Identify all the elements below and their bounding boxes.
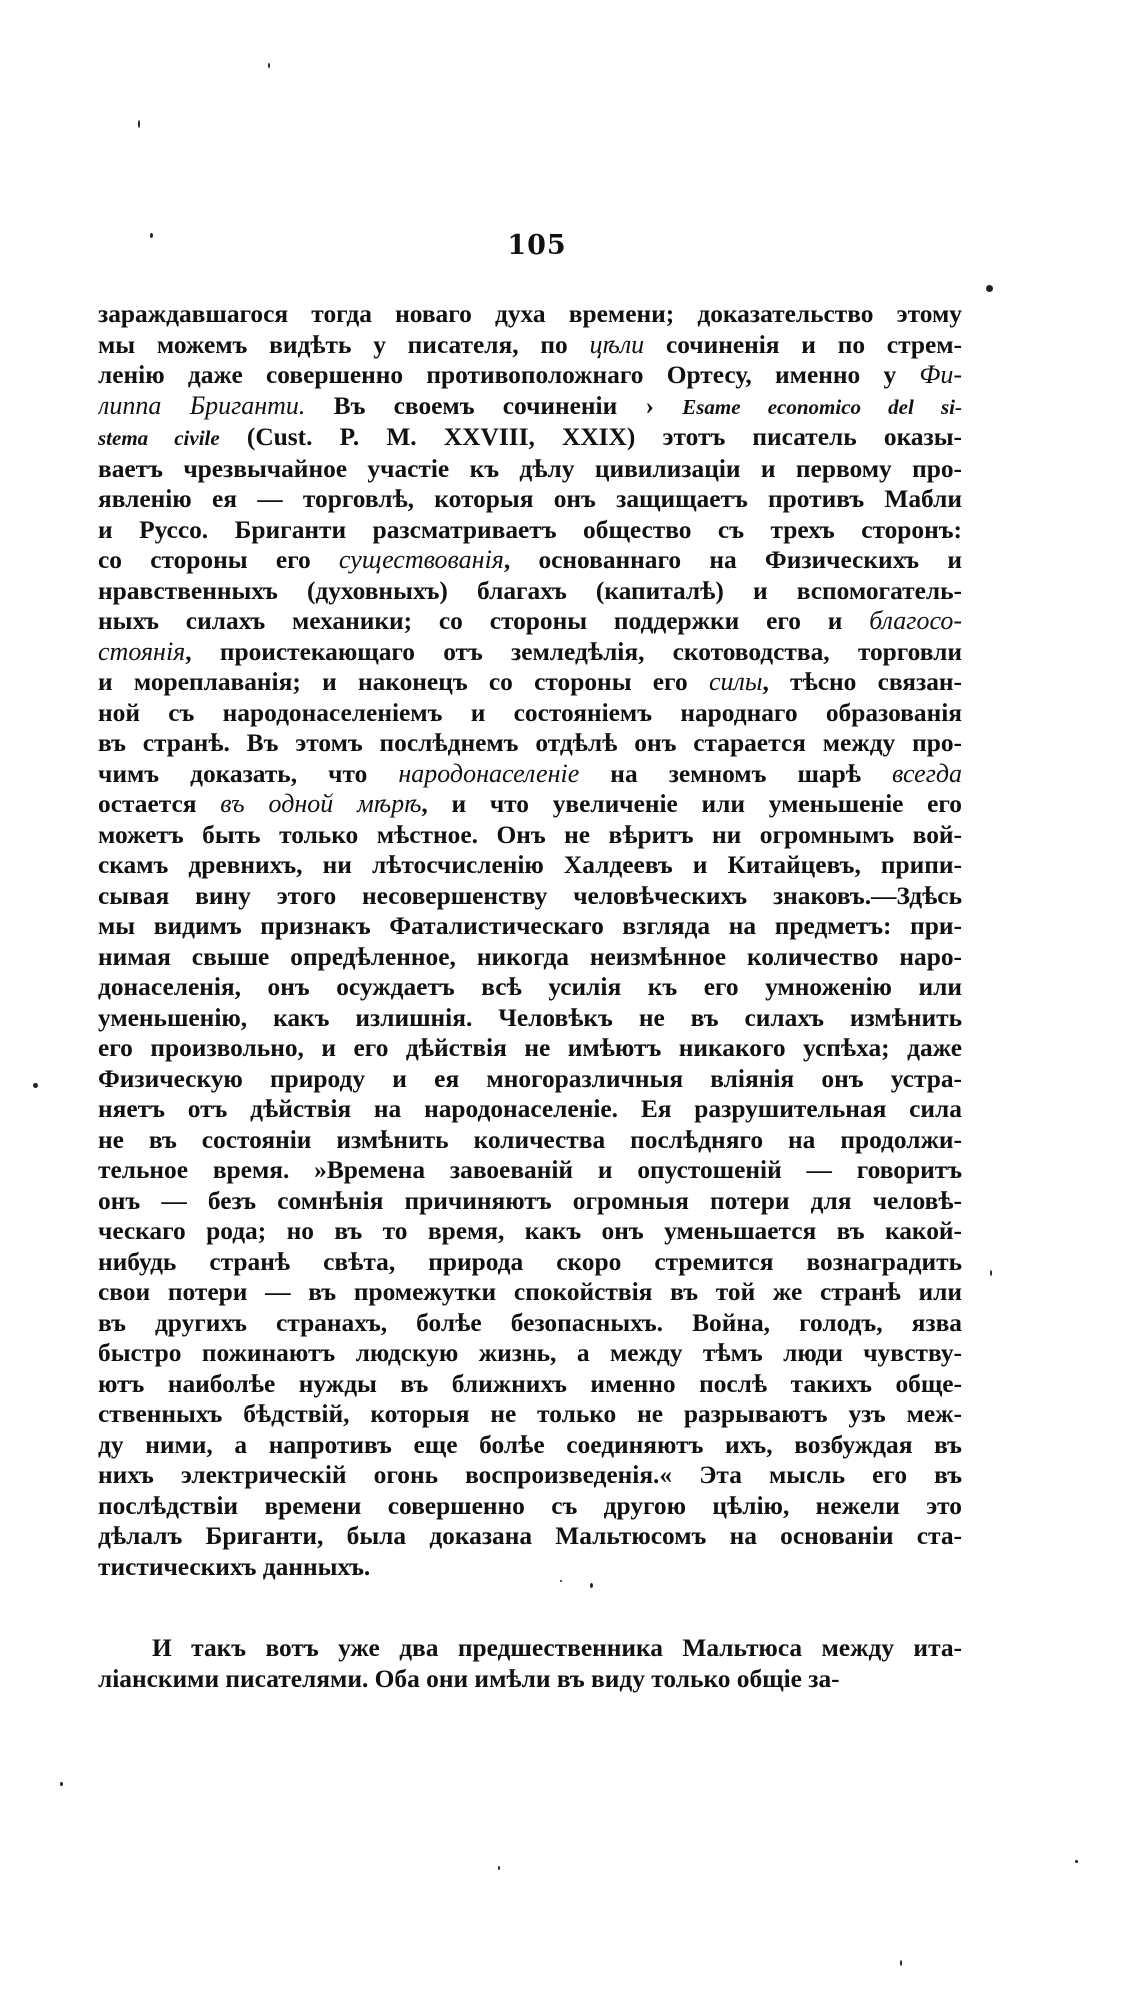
- text-segment: послѣдствіи времени совершенно съ другою цѣлію, нежели это: [98, 1491, 962, 1520]
- italic-text-segment: народонаселеніе: [398, 758, 580, 788]
- text-line: [98, 1094, 962, 1125]
- text-segment: въ другихъ странахъ, болѣе безопасныхъ. Война, голодъ, язва: [98, 1308, 962, 1337]
- text-line: [98, 1369, 962, 1400]
- text-segment: ліанскими писателями. Оба они имѣли въ виду только общіе за-: [98, 1664, 840, 1693]
- text-line: [98, 484, 962, 515]
- text-line: [98, 789, 962, 820]
- text-line: [98, 1664, 962, 1695]
- text-segment: (Cust. P. M. XXVIII, XXIX) этотъ писатель оказы-: [219, 423, 962, 451]
- text-line: [98, 820, 962, 851]
- text-segment: нибудь странѣ свѣта, природа скоро стремится вознаградить: [98, 1247, 962, 1276]
- text-segment: няетъ отъ дѣйствія на народонаселеніе. Ея разрушительная сила: [98, 1095, 962, 1123]
- text-line: [98, 911, 962, 942]
- text-segment: свои потери — въ промежутки спокойствія въ той же странѣ или: [98, 1278, 962, 1306]
- italic-latin-segment: stema civile: [98, 426, 220, 450]
- text-line: [98, 1155, 962, 1186]
- text-segment: ду ними, а напротивъ еще болѣе соединяютъ ихъ, возбуждая въ: [98, 1430, 962, 1459]
- text-line: [98, 515, 962, 546]
- text-segment: мы можемъ видѣть у писателя, по: [98, 330, 590, 359]
- scan-speck: [1075, 1860, 1078, 1863]
- scan-speck: [590, 1583, 593, 1588]
- text-line: [98, 1033, 962, 1064]
- text-line: [98, 850, 962, 881]
- italic-text-segment: существованія: [338, 545, 504, 574]
- text-segment: мы видимъ признакъ Фаталистическаго взгляда на предметъ: при-: [98, 912, 962, 940]
- text-line: [98, 637, 962, 668]
- text-line: [98, 330, 962, 361]
- text-segment: , и что увеличеніе или уменьшеніе его: [421, 790, 962, 818]
- text-line: [98, 576, 962, 607]
- text-segment: донаселенія, онъ осуждаетъ всѣ усилія къ его умноженію или: [98, 973, 962, 1001]
- scan-speck: [150, 233, 153, 238]
- text-segment: тистическихъ данныхъ.: [98, 1552, 371, 1581]
- text-line: [98, 881, 962, 912]
- text-line: [98, 1125, 962, 1156]
- scan-speck: [268, 63, 270, 68]
- text-line: [98, 972, 962, 1003]
- text-segment: нихъ электрическій огонь воспроизведенія.« Эта мысль его въ: [98, 1461, 962, 1489]
- text-line: [98, 1338, 962, 1369]
- scan-speck: [60, 1782, 63, 1786]
- italic-text-segment: стоянія: [98, 636, 186, 666]
- scan-speck: [990, 1270, 992, 1276]
- text-segment: ной съ народонаселеніемъ и состояніемъ народнаго образованія: [98, 698, 962, 727]
- text-segment: скамъ древнихъ, ни лѣтосчисленію Халдеевъ и Китайцевъ, припи-: [98, 851, 962, 879]
- italic-text-segment: Фи-: [919, 360, 962, 389]
- text-line: [98, 728, 962, 759]
- text-line: [98, 1430, 962, 1461]
- text-segment: нравственныхъ (духовныхъ) благахъ (капиталѣ) и вспомогатель-: [98, 576, 962, 605]
- text-line: [98, 759, 962, 790]
- text-line: [98, 1277, 962, 1308]
- text-segment: ственныхъ бѣдствій, которыя не только не разрываютъ узъ меж-: [98, 1400, 962, 1428]
- text-line: [98, 1308, 962, 1339]
- text-segment: сочиненія и по стрем-: [644, 330, 962, 359]
- text-segment: на земномъ шарѣ: [579, 759, 893, 788]
- text-segment: ныхъ силахъ механики; со стороны поддержки его и: [98, 607, 870, 635]
- text-line: [98, 1186, 962, 1217]
- scan-speck: [138, 120, 140, 128]
- text-line: [98, 606, 962, 637]
- scan-speck: [986, 285, 993, 292]
- text-segment: уменьшенію, какъ излишнія. Человѣкъ не въ силахъ измѣнить: [98, 1003, 962, 1032]
- text-line: [98, 1003, 962, 1034]
- paragraph-2: [98, 1633, 962, 1694]
- text-line: [98, 1552, 962, 1583]
- text-line: [98, 545, 962, 576]
- scan-speck: [560, 1580, 562, 1582]
- text-segment: Физическую природу и ея многоразличныя вліянія онъ устра-: [98, 1064, 962, 1093]
- scan-speck: [498, 1866, 500, 1870]
- text-segment: можетъ быть только мѣстное. Онъ не вѣритъ ни огромнымъ вой-: [98, 820, 962, 849]
- italic-text-segment: цѣли: [589, 329, 645, 359]
- text-segment: ческаго рода; но въ то время, какъ онъ уменьшается въ какой-: [98, 1217, 962, 1245]
- text-line: [98, 1491, 962, 1522]
- text-line: [98, 698, 962, 729]
- text-line: [98, 1399, 962, 1430]
- text-segment: зараждавшагося тогда новаго духа времени; доказательство этому: [98, 300, 962, 328]
- text-line: [98, 391, 962, 423]
- text-line: [98, 1064, 962, 1095]
- text-segment: Въ своемъ сочиненіи ›: [305, 391, 683, 420]
- text-segment: не въ состояніи измѣнить количества послѣдняго на продолжи-: [98, 1125, 962, 1154]
- text-segment: тельное время. »Времена завоеваній и опустошеній — говоритъ: [98, 1156, 962, 1184]
- paragraph-1: [98, 299, 962, 1582]
- text-segment: ленію даже совершенно противоположнаго Ортесу, именно у: [98, 361, 920, 389]
- text-line: [98, 422, 962, 454]
- italic-text-segment: благосо-: [869, 606, 962, 635]
- italic-text-segment: силы: [708, 667, 763, 696]
- text-segment: и мореплаванія; и наконецъ со стороны его: [98, 668, 709, 696]
- text-segment: дѣлалъ Бриганти, была доказана Мальтюсомъ на основаніи ста-: [98, 1522, 962, 1550]
- text-line: [98, 1216, 962, 1247]
- italic-text-segment: въ одной мѣрѣ: [220, 789, 422, 818]
- text-segment: остается: [98, 790, 221, 818]
- text-segment: И такъ вотъ уже два предшественника Мальтюса между ита-: [152, 1634, 962, 1662]
- scan-speck: [900, 1960, 902, 1966]
- text-segment: сывая вину этого несовершенству человѣческихъ знаковъ.—Здѣсь: [98, 881, 962, 910]
- text-segment: явленію ея — торговлѣ, которыя онъ защищаетъ противъ Мабли: [98, 485, 962, 513]
- text-segment: въ странѣ. Въ этомъ послѣднемъ отдѣлѣ онъ старается между про-: [98, 729, 962, 757]
- italic-latin-segment: Esame economico del si-: [682, 394, 962, 419]
- text-segment: , основаннаго на Физическихъ и: [503, 546, 962, 574]
- text-line: [98, 1521, 962, 1552]
- text-segment: ютъ наиболѣе нужды въ ближнихъ именно послѣ такихъ обще-: [98, 1369, 962, 1398]
- text-line: [98, 299, 962, 330]
- italic-text-segment: всегда: [892, 758, 962, 788]
- text-line: [98, 942, 962, 973]
- text-segment: онъ — безъ сомнѣнія причиняютъ огромныя потери для человѣ-: [98, 1186, 962, 1215]
- italic-text-segment: липпа Бриганти.: [98, 390, 306, 420]
- text-line: [98, 1633, 962, 1664]
- text-segment: и Руссо. Бриганти разсматриваетъ общество съ трехъ сторонъ:: [98, 515, 962, 544]
- text-segment: его произвольно, и его дѣйствія не имѣютъ никакого успѣха; даже: [98, 1034, 962, 1062]
- text-segment: ваетъ чрезвычайное участіе къ дѣлу цивилизаціи и первому про-: [98, 454, 962, 483]
- text-segment: нимая свыше опредѣленное, никогда неизмѣнное количество наро-: [98, 942, 962, 971]
- text-segment: со стороны его: [98, 546, 339, 574]
- text-line: [98, 1247, 962, 1278]
- page-number: 105: [507, 230, 567, 261]
- text-segment: быстро пожинаютъ людскую жизнь, а между тѣмъ люди чувству-: [98, 1339, 962, 1367]
- text-line: [98, 454, 962, 485]
- text-line: [98, 1460, 962, 1491]
- text-segment: чимъ доказать, что: [98, 759, 399, 788]
- text-segment: , тѣсно связан-: [762, 668, 962, 696]
- text-segment: , проистекающаго отъ земледѣлія, скотоводства, торговли: [185, 637, 962, 666]
- text-line: [98, 667, 962, 698]
- text-line: [98, 360, 962, 391]
- scan-speck: [33, 1083, 38, 1088]
